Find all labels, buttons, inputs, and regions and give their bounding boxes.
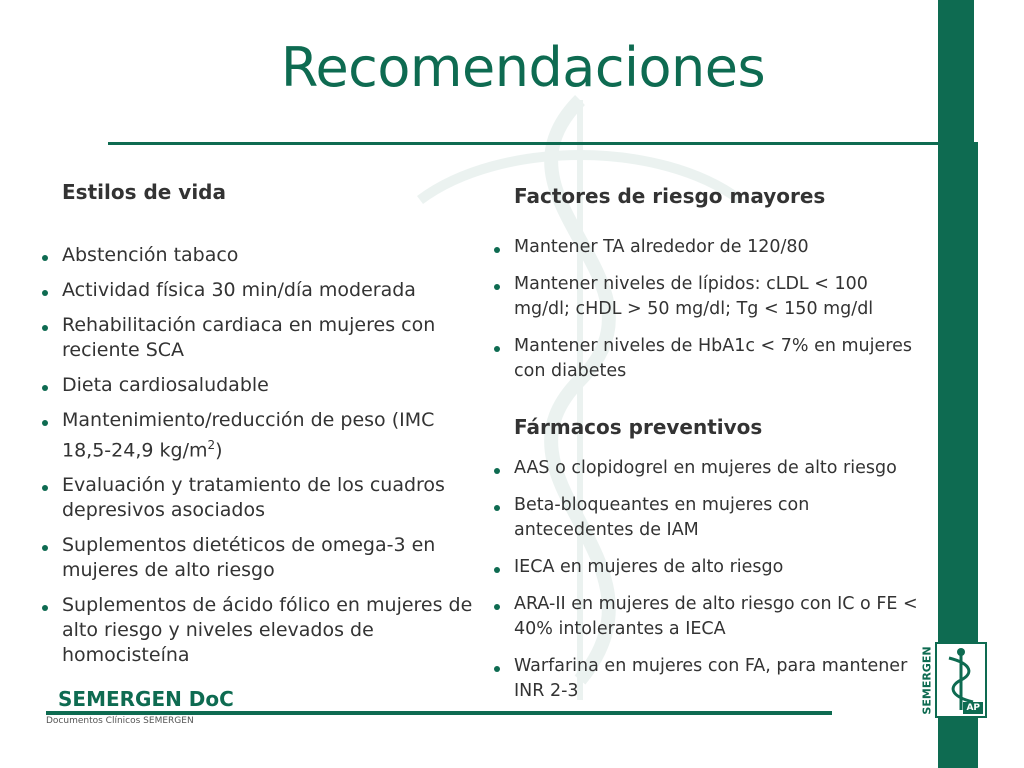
- bullet-icon: [494, 468, 500, 474]
- bullet-icon: [494, 247, 500, 253]
- bullet-icon: [494, 505, 500, 511]
- logo-badge: AP: [963, 702, 983, 714]
- list-item-text: Abstención tabaco: [62, 244, 239, 266]
- list-item-text: Mantenimiento/reducción de peso (IMC 18,5-24,9 kg/m: [62, 409, 435, 462]
- bullet-icon: [494, 346, 500, 352]
- semergen-logo: [919, 638, 989, 720]
- list-item: [42, 243, 482, 268]
- list-item: [494, 456, 919, 481]
- heading-farmacos-preventivos: Fármacos preventivos: [514, 415, 763, 439]
- list-item-text: Mantener TA alrededor de 120/80: [514, 237, 809, 257]
- footer-brand: SEMERGEN DoC: [58, 687, 234, 711]
- list-item-text: Warfarina en mujeres con FA, para mantener INR 2-3: [514, 656, 908, 701]
- lifestyle-list: [42, 243, 482, 678]
- list-item-text: AAS o clopidogrel en mujeres de alto riesgo: [514, 458, 897, 478]
- bullet-icon: [494, 666, 500, 672]
- footer-subtitle: Documentos Clínicos SEMERGEN: [46, 716, 194, 726]
- bullet-icon: [42, 485, 48, 491]
- bullet-icon: [42, 545, 48, 551]
- bullet-icon: [494, 284, 500, 290]
- list-item-text: ARA-II en mujeres de alto riesgo con IC o FE < 40% intolerantes a IECA: [514, 594, 918, 639]
- bullet-icon: [494, 567, 500, 573]
- list-item-text: Mantener niveles de HbA1c < 7% en mujeres con diabetes: [514, 336, 912, 381]
- list-item-text: Rehabilitación cardiaca en mujeres con reciente SCA: [62, 314, 436, 361]
- preventive-drugs-list: [494, 456, 919, 716]
- list-item-text: Suplementos dietéticos de omega-3 en mujeres de alto riesgo: [62, 534, 436, 582]
- title-divider: [108, 142, 974, 145]
- list-item: [42, 533, 482, 583]
- list-item: [494, 493, 919, 543]
- list-item: [494, 592, 919, 642]
- bullet-icon: [42, 605, 48, 611]
- list-item-text: Actividad física 30 min/día moderada: [62, 279, 416, 301]
- list-item: [42, 408, 482, 463]
- list-item: [494, 654, 919, 704]
- bullet-icon: [42, 385, 48, 391]
- list-item-text: Beta-bloqueantes en mujeres con antecedentes de IAM: [514, 495, 810, 540]
- list-item: [494, 555, 919, 580]
- list-item: [42, 473, 482, 523]
- bullet-icon: [42, 290, 48, 296]
- bullet-icon: [42, 325, 48, 331]
- list-item: [42, 313, 482, 363]
- logo-box: [935, 642, 987, 718]
- superscript: 2: [207, 438, 216, 452]
- bullet-icon: [494, 604, 500, 610]
- logo-vertical-text: SEMERGEN: [920, 645, 934, 715]
- footer-divider: [46, 711, 832, 715]
- heading-estilos-de-vida: Estilos de vida: [62, 180, 226, 204]
- bullet-icon: [42, 255, 48, 261]
- page-title: Recomendaciones: [280, 36, 766, 99]
- list-item: [494, 334, 914, 384]
- list-item: [42, 278, 482, 303]
- list-item-text: IECA en mujeres de alto riesgo: [514, 557, 784, 577]
- list-item-text: Suplementos de ácido fólico en mujeres de alto riesgo y niveles elevados de homocisteína: [62, 594, 473, 667]
- list-item-text: Evaluación y tratamiento de los cuadros depresivos asociados: [62, 474, 445, 522]
- list-item-text: Mantener niveles de lípidos: cLDL < 100 mg/dl; cHDL > 50 mg/dl; Tg < 150 mg/dl: [514, 274, 874, 319]
- list-item-suffix: ): [215, 439, 223, 462]
- heading-factores-riesgo: Factores de riesgo mayores: [514, 184, 826, 208]
- list-item: [42, 373, 482, 398]
- bullet-icon: [42, 420, 48, 426]
- risk-factors-list: [494, 235, 914, 396]
- list-item-text: Dieta cardiosaludable: [62, 374, 269, 396]
- list-item: [42, 593, 482, 668]
- list-item: [494, 235, 914, 260]
- list-item: [494, 272, 914, 322]
